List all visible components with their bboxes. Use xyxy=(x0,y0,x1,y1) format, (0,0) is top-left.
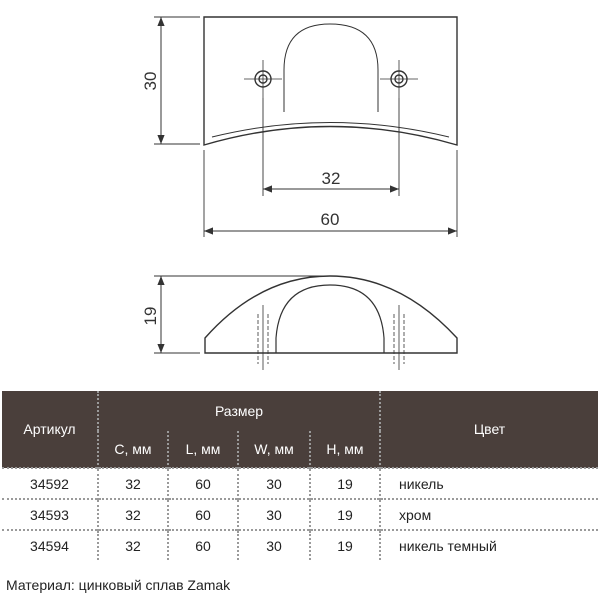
side-view-outline xyxy=(205,276,457,353)
header-size-l: L, мм xyxy=(168,431,238,468)
size-w-cell: 30 xyxy=(238,530,310,560)
material-note: Материал: цинковый сплав Zamak xyxy=(6,577,231,593)
header-size-c: С, мм xyxy=(98,431,168,468)
dimension-19-label: 19 xyxy=(141,306,160,326)
size-l-cell: 60 xyxy=(168,530,238,560)
top-view xyxy=(154,17,457,237)
size-h-cell: 19 xyxy=(310,530,380,560)
size-w-cell: 30 xyxy=(238,499,310,530)
header-size-h: H, мм xyxy=(310,431,380,468)
specification-table xyxy=(2,391,598,560)
size-h-cell: 19 xyxy=(310,499,380,530)
dimension-60-label: 60 xyxy=(320,210,340,229)
article-cell: 34594 xyxy=(2,530,98,560)
size-l-cell: 60 xyxy=(168,499,238,530)
article-cell: 34592 xyxy=(2,468,98,499)
color-cell: хром xyxy=(380,499,598,530)
table-row xyxy=(2,468,598,499)
size-c-cell: 32 xyxy=(98,530,168,560)
header-article: Артикул xyxy=(2,391,98,468)
header-color: Цвет xyxy=(380,391,598,468)
article-cell: 34593 xyxy=(2,499,98,530)
table-row xyxy=(2,530,598,560)
top-view-finger-cutout xyxy=(284,24,378,112)
table-row xyxy=(2,499,598,530)
side-view xyxy=(154,276,457,370)
size-c-cell: 32 xyxy=(98,468,168,499)
header-size-group: Размер xyxy=(98,391,380,431)
right-screw-hidden-lines xyxy=(394,305,404,370)
side-view-arch xyxy=(276,285,384,353)
color-cell: никель темный xyxy=(380,530,598,560)
header-size-w: W, мм xyxy=(238,431,310,468)
left-screw-hidden-lines xyxy=(258,305,268,370)
dimension-30-label: 30 xyxy=(141,71,160,91)
color-cell: никель xyxy=(380,468,598,499)
top-view-outline xyxy=(204,17,457,145)
size-c-cell: 32 xyxy=(98,499,168,530)
dimension-32-label: 32 xyxy=(321,169,341,188)
left-mounting-hole xyxy=(244,60,282,98)
size-h-cell: 19 xyxy=(310,468,380,499)
size-w-cell: 30 xyxy=(238,468,310,499)
right-mounting-hole xyxy=(380,60,418,98)
size-l-cell: 60 xyxy=(168,468,238,499)
